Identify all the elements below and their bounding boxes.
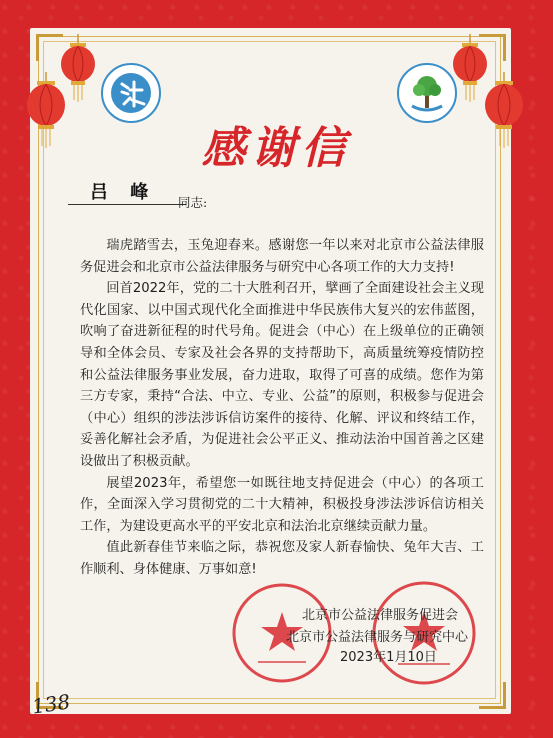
signatory-center: 北京市公益法律服务与研究中心 [286, 630, 469, 645]
body-paragraph: 展望2023年，希望您一如既往地支持促进会（中心）的各项工作，全面深入学习贯彻党的二十大精神，积极投身涉法涉诉信访相关工作，为建设更高水平的平安北京和法治北京继续贡献力量。 [80, 475, 484, 534]
body-paragraph: 值此新春佳节来临之际，恭祝您及家人新春愉快、兔年大吉、工作顺利、身体健康、万事如意! [80, 540, 484, 577]
letter-date: 2023年1月10日 [340, 650, 437, 665]
handwritten-number: 138 [30, 689, 72, 719]
letter-body [80, 235, 484, 581]
body-paragraph: 回首2022年，党的二十大胜利召开，擘画了全面建设社会主义现代化国家、以中国式现代化全面推进中华民族伟大复兴的宏伟蓝图，吹响了奋进新征程的时代号角。促进会（中心）在上级单位的正确领导和全体会员、专家及社会各界的支持帮助下，高质量统筹疫情防控和公益法律服务事业发展，奋力进取，取得了可喜的成绩。您作为第三方专家，秉持“合法、中立、专业、公益”的原则，积极参与促进会（中心）组织的涉法涉诉信访案件的接待、化解、评议和终结工作，妥善化解社会矛盾，为促进社会公平正义、推动法治中国首善之区建设做出了积极贡献。 [80, 281, 484, 469]
signatory-association: 北京市公益法律服务促进会 [302, 608, 459, 623]
body-paragraph: 瑞虎踏雪去，玉兔迎春来。感谢您一年以来对北京市公益法律服务促进会和北京市公益法律服务与研究中心各项工作的大力支持! [80, 238, 484, 275]
recipient-name: 吕 峰 [90, 182, 157, 203]
salutation: 同志: [178, 195, 208, 210]
letter-title: 感谢信 [201, 123, 352, 174]
